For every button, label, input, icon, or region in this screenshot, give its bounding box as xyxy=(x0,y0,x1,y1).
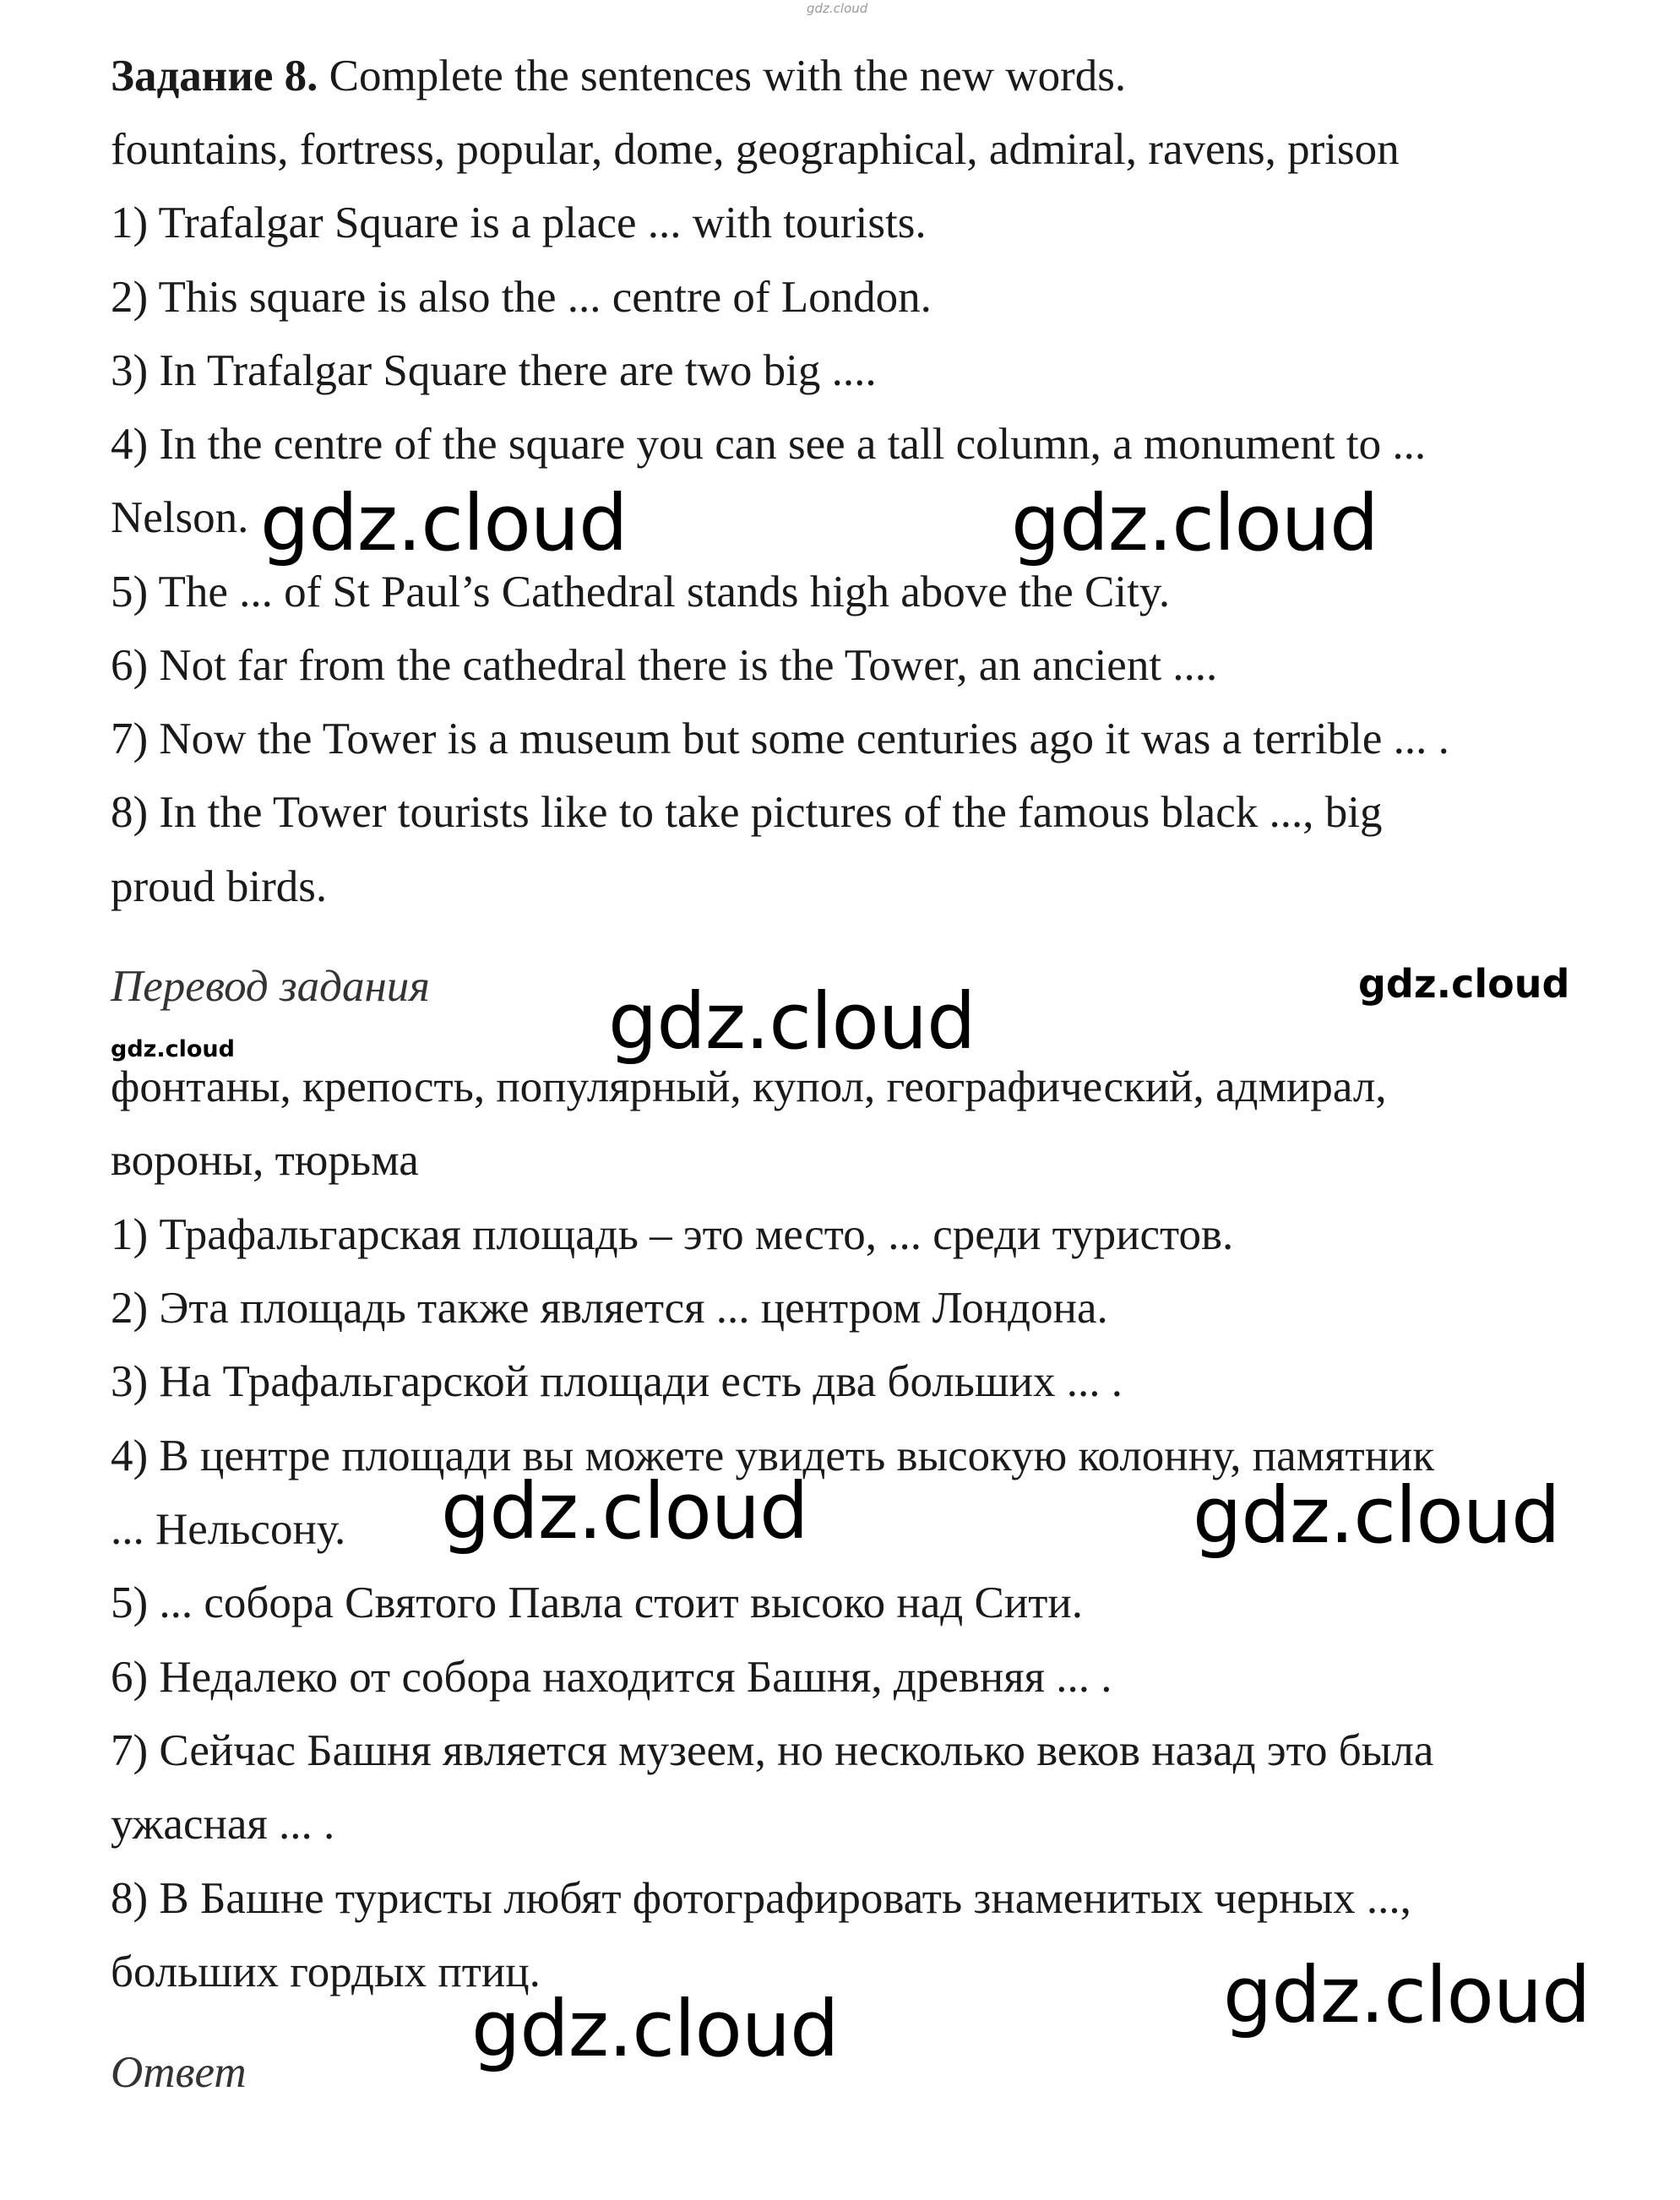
translation-sentence-3: 3) На Трафальгарской площади есть два больших ... . xyxy=(111,1357,1123,1406)
translation-heading: Перевод задания xyxy=(111,962,430,1011)
watermark-5: gdz.cloud xyxy=(111,1036,235,1062)
translation-sentence-6: 6) Недалеко от собора находится Башня, древняя ... . xyxy=(111,1653,1112,1702)
watermark-2: gdz.cloud xyxy=(1011,478,1378,568)
watermark-top: gdz.cloud xyxy=(807,1,868,16)
translation-sentence-2: 2) Эта площадь также является ... центром Лондона. xyxy=(111,1284,1108,1333)
translation-sentence-8: 8) В Башне туристы любят фотографировать знаменитых черных ..., xyxy=(111,1874,1411,1923)
translation-sentence-1: 1) Трафальгарская площадь – это место, ... среди туристов. xyxy=(111,1210,1234,1259)
answer-heading: Ответ xyxy=(111,2048,247,2097)
task-sentence-8-cont: proud birds. xyxy=(111,862,328,911)
watermark-8: gdz.cloud xyxy=(1223,1950,1590,2040)
watermark-1: gdz.cloud xyxy=(260,478,628,568)
translation-word-list: фонтаны, крепость, популярный, купол, географический, адмирал, xyxy=(111,1062,1387,1111)
translation-sentence-4-cont: ... Нельсону. xyxy=(111,1505,346,1554)
watermark-3: gdz.cloud xyxy=(1358,961,1570,1007)
task-sentence-1: 1) Trafalgar Square is a place ... with tourists. xyxy=(111,198,927,247)
task-sentence-5: 5) The ... of St Paul’s Cathedral stands high above the City. xyxy=(111,568,1171,617)
translation-word-list-cont: вороны, тюрьма xyxy=(111,1136,419,1185)
watermark-7: gdz.cloud xyxy=(1193,1470,1560,1561)
task-sentence-4-cont: Nelson. xyxy=(111,493,249,542)
task-sentence-6: 6) Not far from the cathedral there is the Tower, an ancient .... xyxy=(111,641,1218,690)
task-heading-line xyxy=(111,49,1126,103)
translation-sentence-8-cont: больших гордых птиц. xyxy=(111,1947,541,1996)
task-sentence-2: 2) This square is also the ... centre of London. xyxy=(111,273,932,322)
task-heading: Задание 8. xyxy=(111,52,318,100)
task-sentence-7: 7) Now the Tower is a museum but some centuries ago it was a terrible ... . xyxy=(111,714,1449,763)
translation-sentence-7-cont: ужасная ... . xyxy=(111,1800,335,1849)
task-sentence-8: 8) In the Tower tourists like to take pictures of the famous black ..., big xyxy=(111,788,1383,837)
task-instruction: Complete the sentences with the new words. xyxy=(318,52,1127,100)
translation-sentence-5: 5) ... собора Святого Павла стоит высоко над Сити. xyxy=(111,1578,1084,1627)
task-sentence-4: 4) In the centre of the square you can see a tall column, a monument to ... xyxy=(111,420,1427,469)
translation-sentence-7: 7) Сейчас Башня является музеем, но несколько веков назад это была xyxy=(111,1726,1434,1775)
watermark-9: gdz.cloud xyxy=(471,1984,839,2074)
word-list: fountains, fortress, popular, dome, geographical, admiral, ravens, prison xyxy=(111,125,1400,174)
watermark-6: gdz.cloud xyxy=(441,1466,808,1556)
task-sentence-3: 3) In Trafalgar Square there are two big .... xyxy=(111,346,877,395)
translation-sentence-4: 4) В центре площади вы можете увидеть высокую колонну, памятник xyxy=(111,1431,1435,1480)
watermark-4: gdz.cloud xyxy=(608,976,976,1067)
